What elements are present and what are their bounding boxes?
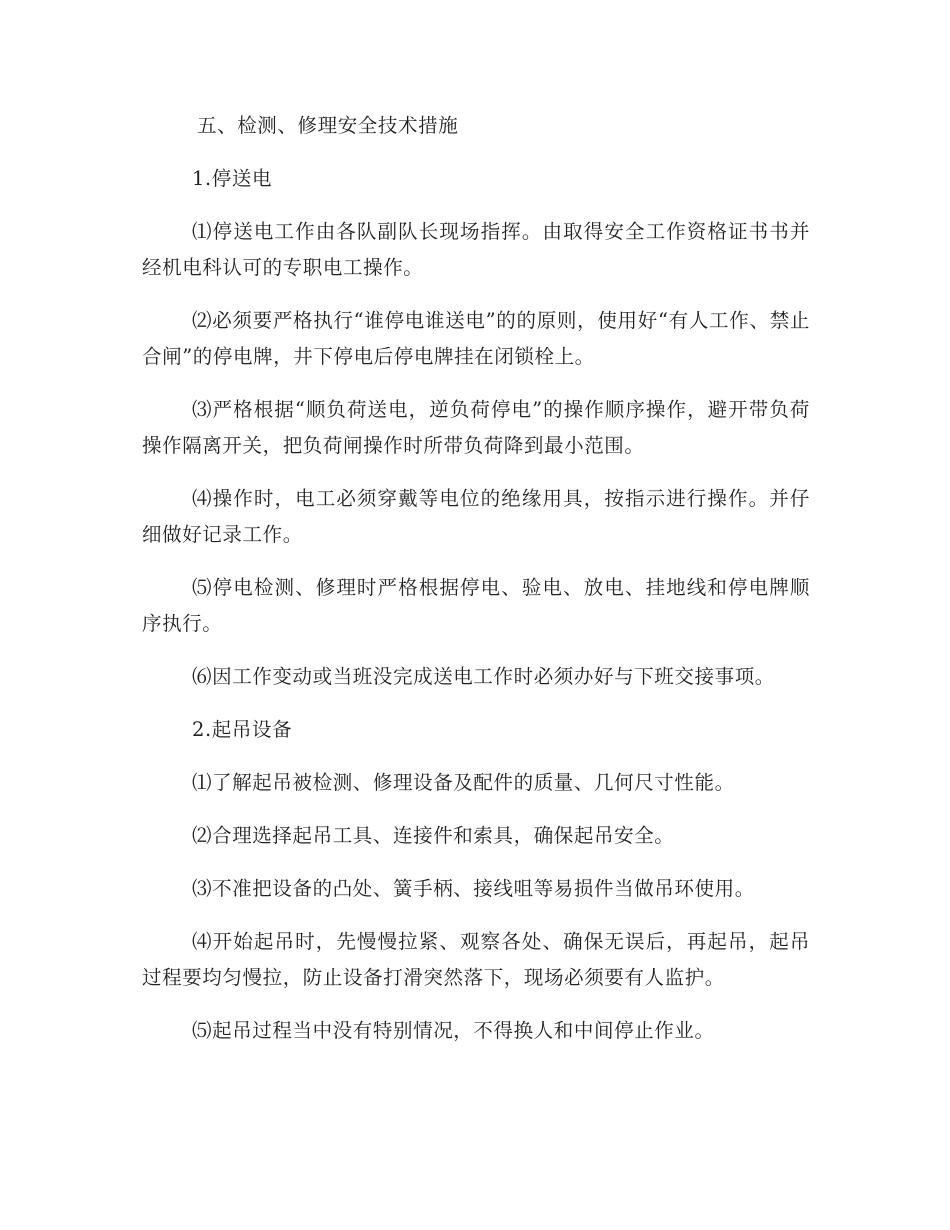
subsection-title-lifting: 2.起吊设备 xyxy=(192,718,293,741)
lifting-item-5: ⑸起吊过程当中没有特别情况，不得换人和中间停止作业。 xyxy=(192,1019,715,1042)
lifting-item-1: ⑴了解起吊被检测、修理设备及配件的质量、几何尺寸性能。 xyxy=(192,771,735,794)
lifting-item-3: ⑶不准把设备的凸处、簧手柄、接线咀等易损件当做吊环使用。 xyxy=(192,877,755,900)
power-item-1: ⑴停送电工作由各队副队长现场指挥。由取得安全工作资格证书书并经机电科认可的专职电工操作。 xyxy=(142,220,810,279)
power-item-3: ⑶严格根据“顺负荷送电，逆负荷停电”的操作顺序操作，避开带负荷操作隔离开关，把负荷闸操作时所带负荷降到最小范围。 xyxy=(142,398,810,457)
lifting-item-2: ⑵合理选择起吊工具、连接件和索具，确保起吊安全。 xyxy=(192,824,675,847)
section-title: 五、检测、修理安全技术措施 xyxy=(197,114,459,137)
power-item-5: ⑸停电检测、修理时严格根据停电、验电、放电、挂地线和停电牌顺序执行。 xyxy=(142,576,810,635)
lifting-item-4: ⑷开始起吊时，先慢慢拉紧、观察各处、确保无误后，再起吊，起吊过程要均匀慢拉，防止设备打滑突然落下，现场必须要有人监护。 xyxy=(142,930,810,989)
subsection-title-power: 1.停送电 xyxy=(192,167,273,190)
power-item-6: ⑹因工作变动或当班没完成送电工作时必须办好与下班交接事项。 xyxy=(192,665,775,688)
power-item-2: ⑵必须要严格执行“谁停电谁送电”的的原则，使用好“有人工作、禁止合闸”的停电牌，井下停电后停电牌挂在闭锁栓上。 xyxy=(142,309,810,368)
document-body xyxy=(142,108,810,1066)
power-item-4: ⑷操作时，电工必须穿戴等电位的绝缘用具，按指示进行操作。并仔细做好记录工作。 xyxy=(142,487,810,546)
